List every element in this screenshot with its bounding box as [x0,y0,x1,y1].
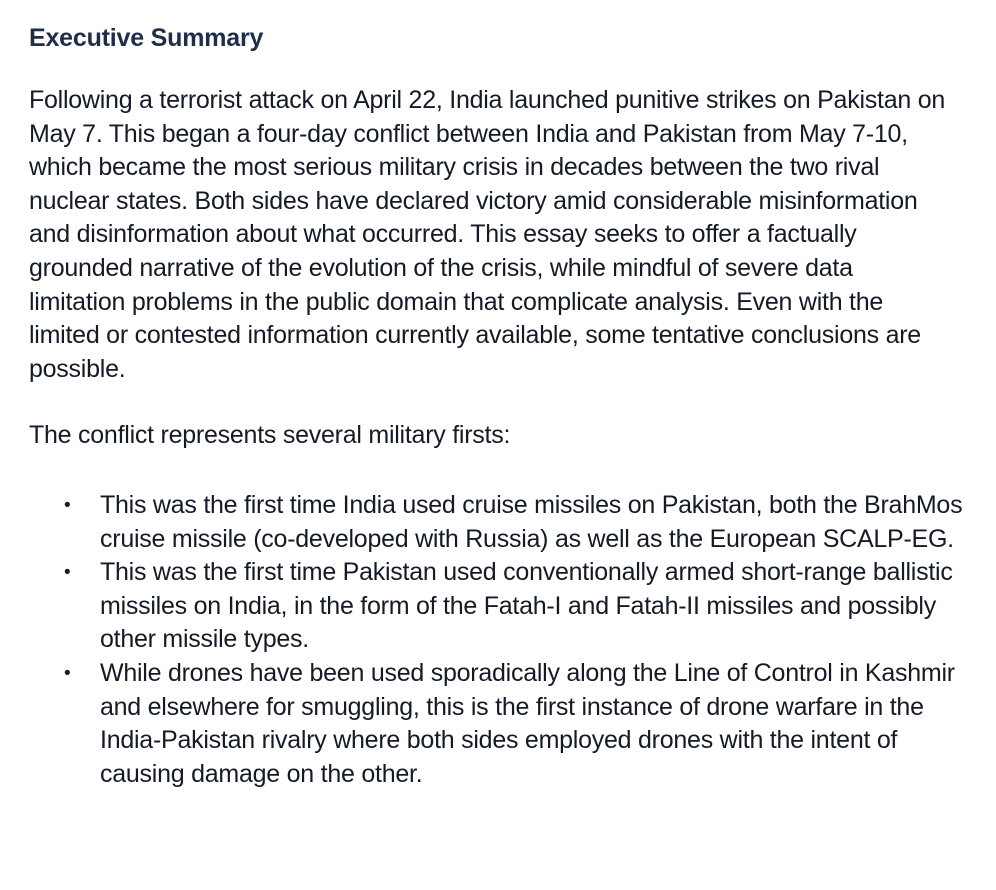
list-item-text: This was the first time India used cruise missiles on Pakistan, both the BrahMos cruise missile (co-developed with Russia) as well as the European SCALP-EG. [100,490,963,553]
list-item-text: While drones have been used sporadically along the Line of Control in Kashmir and elsewhere for smuggling, this is the first instance of drone warfare in the India-Pakistan rivalry where both sides employed drones with the intent of causing damage on the other. [100,658,955,788]
bullet-icon: • [64,562,71,584]
list-item-text: This was the first time Pakistan used conventionally armed short-range ballistic missiles on India, in the form of the Fatah-I and Fatah-II missiles and possibly other missile types. [100,558,953,654]
list-item [29,556,970,657]
bullet-icon: • [64,662,71,684]
military-firsts-list [29,489,979,791]
list-item [29,657,970,791]
section-heading: Executive Summary [29,24,264,52]
document-body [29,18,979,791]
military-firsts-intro: The conflict represents several military firsts: [29,421,511,450]
list-item [29,489,970,556]
bullet-icon: • [64,494,71,516]
summary-paragraph: Following a terrorist attack on April 22, India launched punitive strikes on Pakistan on May 7. This began a four-day conflict between India and Pakistan from May 7-10, which became the most serious military crisis in decades between the two rival nuclear states. Both sides have declared victory amid considerable misinformation and disinformation about what occurred. This essay seeks to offer a factually grounded narrative of the evolution of the crisis, while mindful of severe data limitation problems in the public domain that complicate analysis. Even with the limited or contested information currently available, some tentative conclusions are possible. [29,86,946,383]
